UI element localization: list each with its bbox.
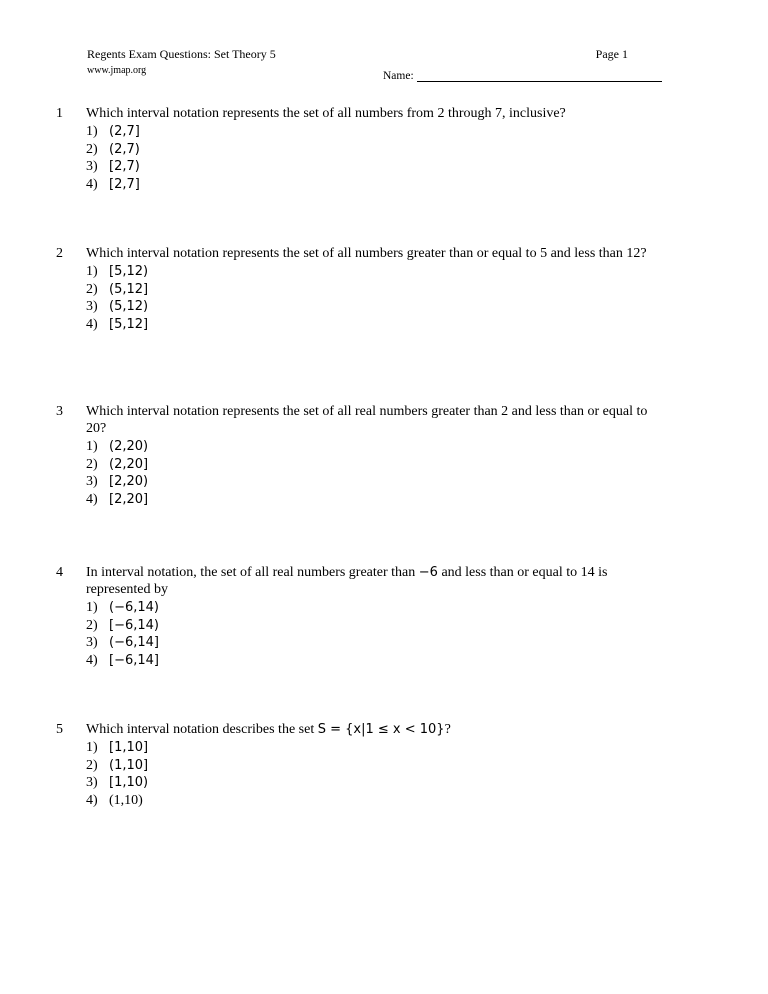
answer-choice-3: 3) [1,10) (86, 775, 149, 791)
question-number: 2 (56, 246, 63, 261)
answer-choice-4: 4) [5,12] (86, 316, 149, 332)
question-number: 5 (56, 722, 63, 737)
question-text: Which interval notation represents the set of all real numbers greater than 2 and less than or equal to 20? (86, 404, 648, 436)
question-number: 1 (56, 106, 63, 121)
answer-choice-3: 3) [2,20) (86, 474, 149, 490)
answer-choice-1: 1) (2,7] (86, 124, 140, 140)
page-number: Page 1 (595, 47, 628, 61)
answer-choices (86, 123, 656, 193)
question-1 (56, 105, 656, 193)
question-4 (56, 564, 656, 669)
name-field (383, 69, 662, 82)
document-title: Regents Exam Questions: Set Theory 5 (87, 47, 276, 61)
question-5 (56, 721, 656, 809)
answer-choices (86, 263, 656, 333)
answer-choice-1: 1) [5,12) (86, 264, 149, 280)
question-text: Which interval notation describes the set S = {x|1 ≤ x < 10}? (86, 722, 451, 737)
answer-choices (86, 599, 656, 669)
answer-choices (86, 438, 656, 508)
question-number: 4 (56, 565, 63, 580)
name-label: Name: (383, 70, 414, 82)
answer-choice-2: 2) (2,7) (86, 141, 140, 157)
answer-choice-1: 1) (2,20) (86, 439, 149, 455)
answer-choice-2: 2) (2,20] (86, 456, 149, 472)
answer-choice-3: 3) (−6,14] (86, 635, 159, 651)
question-2 (56, 245, 656, 333)
question-text: Which interval notation represents the set of all numbers greater than or equal to 5 and less than 12? (86, 246, 647, 261)
math-expression: −6 (418, 565, 438, 580)
answer-choice-1: 1) [1,10] (86, 740, 149, 756)
question-number: 3 (56, 404, 63, 419)
answer-choice-4: 4) [−6,14] (86, 652, 159, 668)
answer-choice-1: 1) (−6,14) (86, 600, 159, 616)
question-3 (56, 403, 656, 508)
answer-choice-2: 2) (5,12] (86, 281, 149, 297)
website-url: www.jmap.org (87, 65, 147, 76)
question-text: In interval notation, the set of all real numbers greater than −6 and less than or equal to 14 is represented by (86, 565, 608, 597)
answer-choices (86, 739, 656, 809)
answer-choice-4: 4) [2,20] (86, 491, 149, 507)
math-expression: S = {x|1 ≤ x < 10} (317, 722, 445, 737)
answer-choice-3: 3) (5,12) (86, 299, 149, 315)
answer-choice-4: 4) [2,7] (86, 176, 140, 192)
question-text: Which interval notation represents the set of all numbers from 2 through 7, inclusive? (86, 106, 566, 121)
answer-choice-3: 3) [2,7) (86, 159, 140, 175)
answer-choice-2: 2) (1,10] (86, 757, 149, 773)
answer-choice-2: 2) [−6,14) (86, 617, 159, 633)
name-blank-line (417, 69, 662, 82)
answer-choice-4: 4) (1,10) (86, 792, 143, 808)
